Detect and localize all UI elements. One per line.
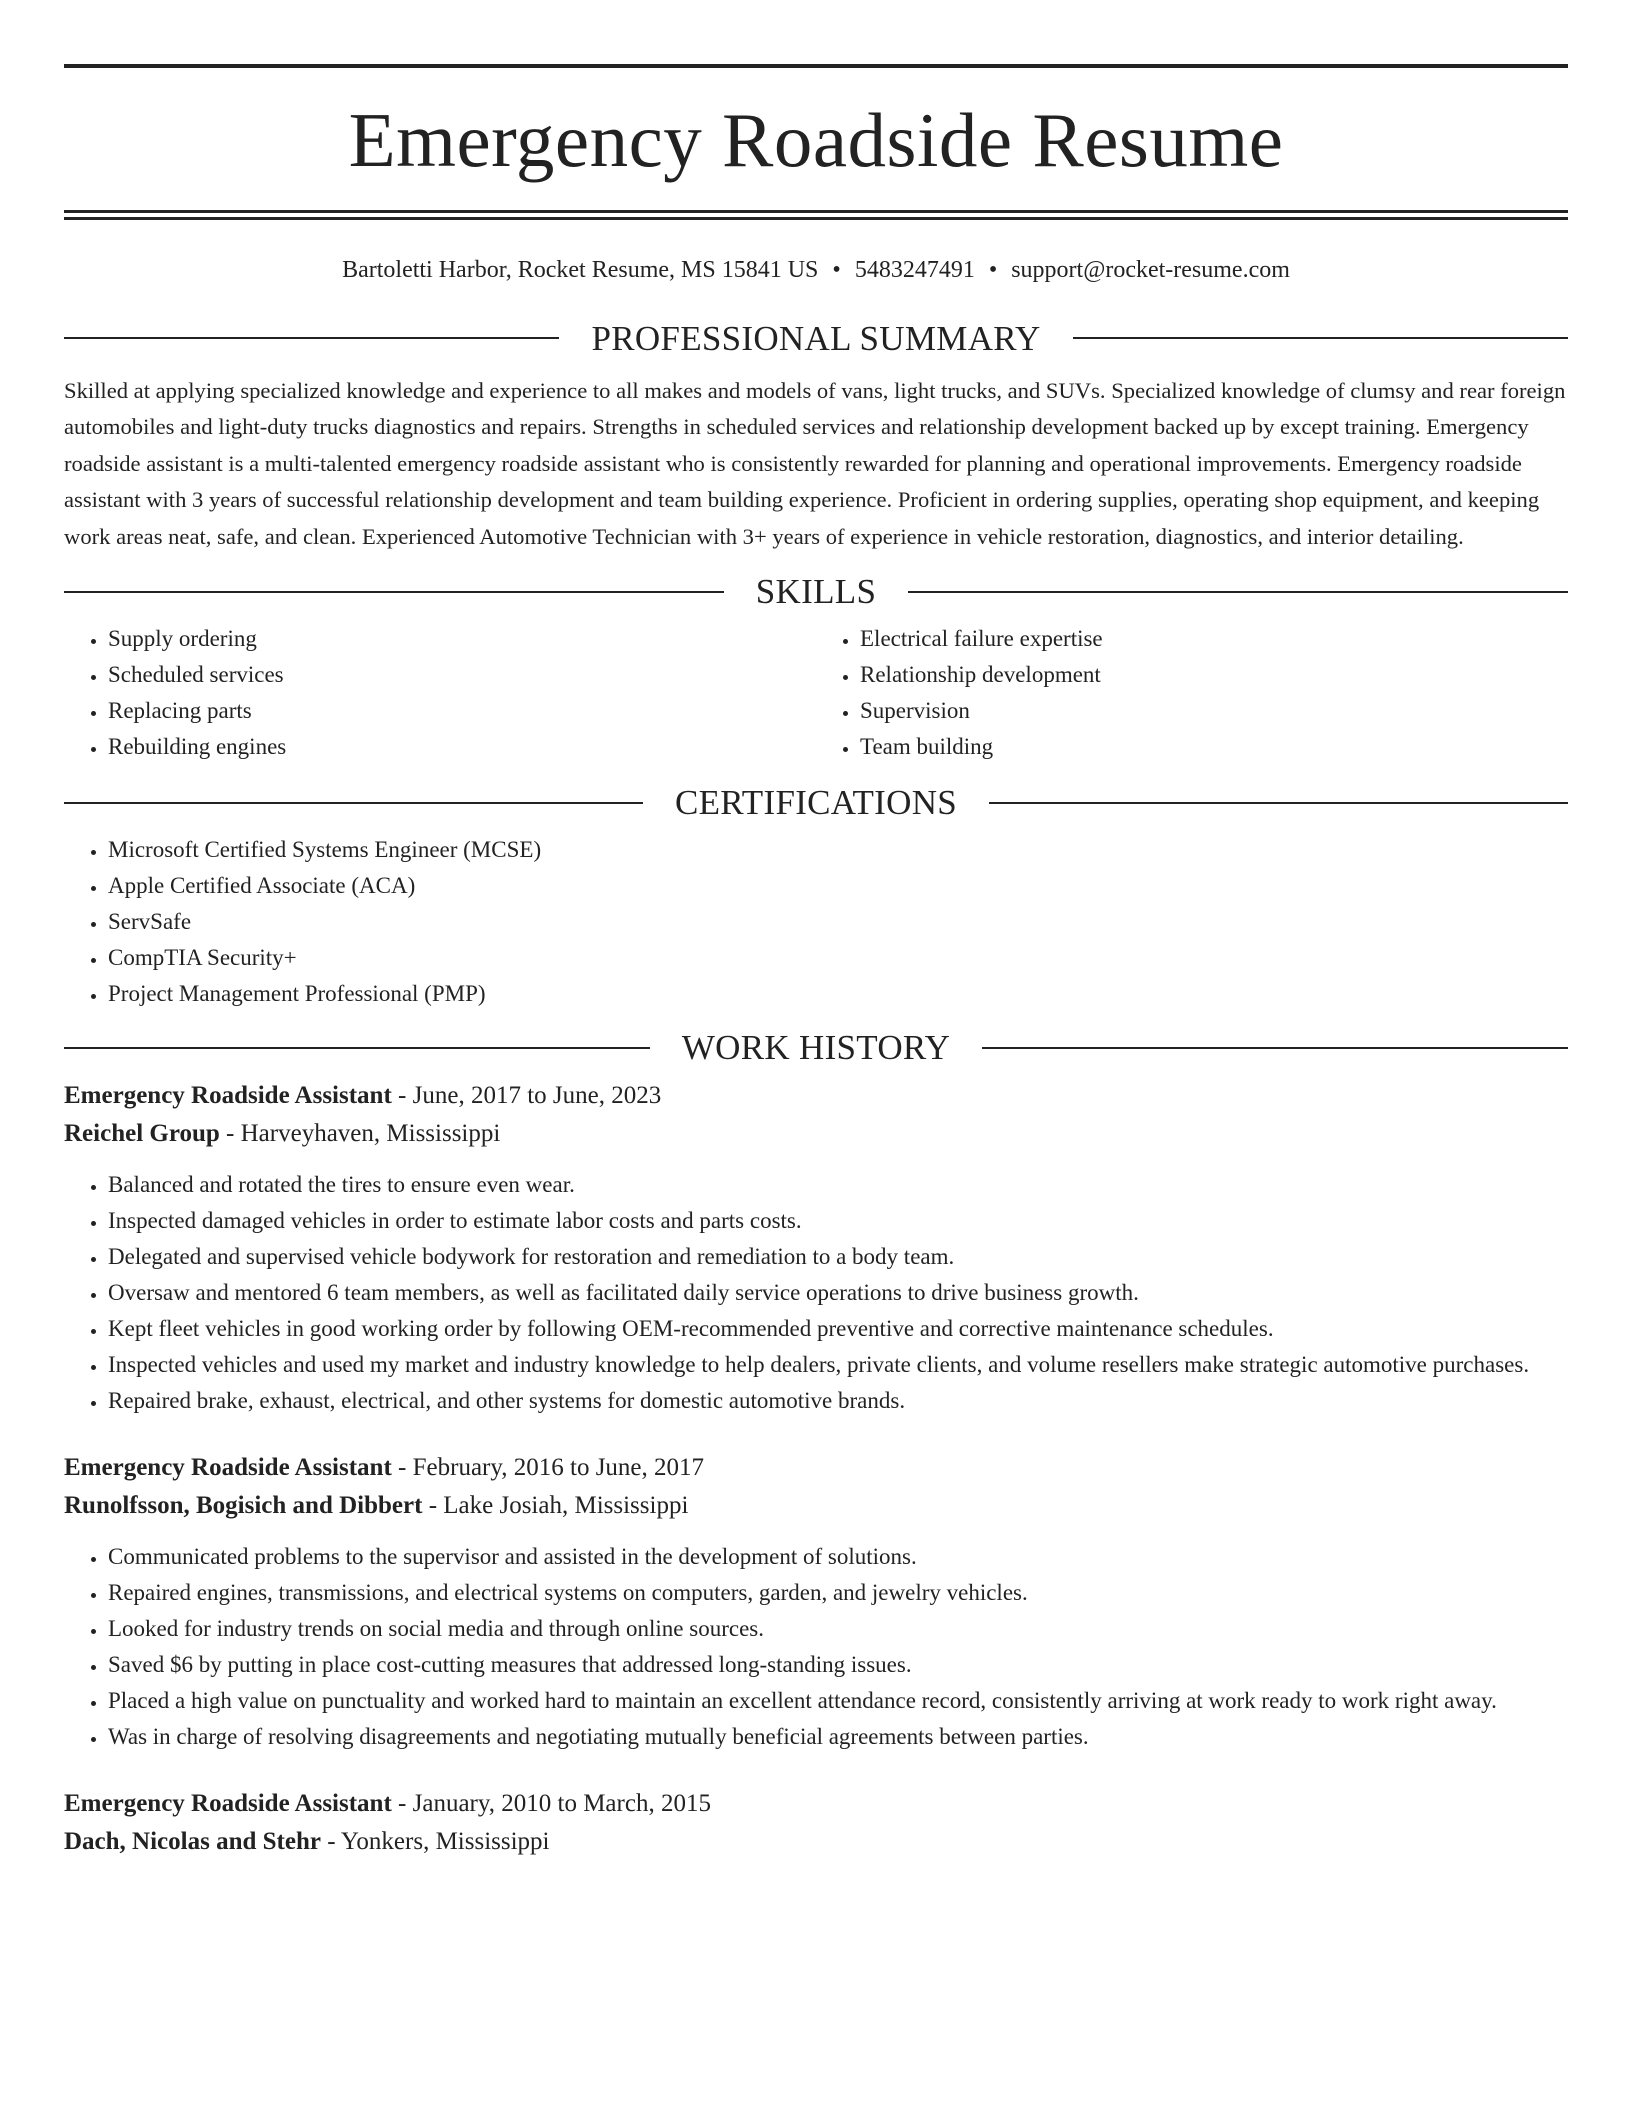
list-item: • ServSafe: [108, 904, 1568, 940]
title-double-rule: [64, 210, 1568, 220]
heading-rule-left: [64, 802, 643, 804]
list-item: • Inspected vehicles and used my market and industry knowledge to help dealers, private clients, and volume resellers make strategic automotive purchases.: [108, 1347, 1568, 1383]
contact-separator: •: [832, 257, 841, 283]
certifications-list: [64, 832, 1568, 1012]
contact-separator: •: [988, 257, 998, 283]
heading-rule-right: [908, 591, 1568, 593]
list-item: • Saved $6 by putting in place cost-cutting measures that addressed long-standing issues.: [108, 1647, 1568, 1683]
job-company: Reichel Group: [64, 1120, 220, 1148]
work-history-heading-label: WORK HISTORY: [681, 1028, 951, 1068]
list-item: • CompTIA Security+: [108, 940, 1568, 976]
list-item: • Apple Certified Associate (ACA): [108, 868, 1568, 904]
heading-rule-right: [982, 1047, 1568, 1049]
job-dates: January, 2010 to March, 2015: [412, 1790, 711, 1818]
job-entry: [64, 1449, 1568, 1755]
job-location: Lake Josiah, Mississippi: [443, 1492, 689, 1520]
list-item: • Placed a high value on punctuality and worked hard to maintain an excellent attendance record, consistently arriving at work ready to work right away.: [108, 1683, 1568, 1719]
job-location: Harveyhaven, Mississippi: [240, 1120, 501, 1148]
job-company: Runolfsson, Bogisich and Dibbert: [64, 1492, 423, 1520]
contact-phone: 5483247491: [854, 257, 975, 283]
list-item: • Project Management Professional (PMP): [108, 976, 1568, 1012]
job-company: Dach, Nicolas and Stehr: [64, 1828, 321, 1856]
document-title: Emergency Roadside Resume: [348, 97, 1284, 183]
heading-rule-left: [64, 1047, 650, 1049]
list-item: • Supply ordering: [108, 621, 816, 657]
list-item: • Replacing parts: [108, 693, 816, 729]
list-item: • Delegated and supervised vehicle bodywork for restoration and remediation to a body team.: [108, 1239, 1568, 1275]
list-item: • Scheduled services: [108, 657, 816, 693]
list-item: • Balanced and rotated the tires to ensure even wear.: [108, 1167, 1568, 1203]
summary-heading-label: PROFESSIONAL SUMMARY: [591, 318, 1041, 358]
job-bullet-list: [64, 1167, 1568, 1419]
job-title: Emergency Roadside Assistant: [64, 1454, 392, 1482]
contact-line: [64, 256, 1568, 285]
list-item: • Team building: [860, 729, 1568, 765]
list-item: • Rebuilding engines: [108, 729, 816, 765]
job-bullet-list: [64, 1539, 1568, 1755]
list-item: • Repaired brake, exhaust, electrical, and other systems for domestic automotive brands.: [108, 1383, 1568, 1419]
skills-section-heading: [64, 572, 1568, 612]
skills-list: [64, 621, 1568, 765]
list-item: • Was in charge of resolving disagreements and negotiating mutually beneficial agreements between parties.: [108, 1719, 1568, 1755]
list-item: • Inspected damaged vehicles in order to estimate labor costs and parts costs.: [108, 1203, 1568, 1239]
job-company-line: Reichel Group - Harveyhaven, Mississippi: [64, 1120, 501, 1148]
job-dates: June, 2017 to June, 2023: [412, 1082, 662, 1110]
list-item: • Microsoft Certified Systems Engineer (MCSE): [108, 832, 1568, 868]
job-dates: February, 2016 to June, 2017: [412, 1454, 705, 1482]
skills-column-left: [64, 621, 816, 765]
list-item: • Repaired engines, transmissions, and electrical systems on computers, garden, and jewelry vehicles.: [108, 1575, 1568, 1611]
list-item: • Electrical failure expertise: [860, 621, 1568, 657]
contact-address: Bartoletti Harbor, Rocket Resume, MS 15841 US: [342, 257, 819, 283]
summary-text: Skilled at applying specialized knowledge and experience to all makes and models of vans, light trucks, and SUVs. Specialized knowledge of clumsy and rear foreign automobiles and light-duty trucks diagnostics and repairs. Strengths in scheduled services and relationship development backed up by except training. Emergency roadside assistant is a multi-talented emergency roadside assistant who is consistently rewarded for planning and operational improvements. Emergency roadside assistant with 3 years of successful relationship development and team building experience. Proficient in ordering supplies, operating shop equipment, and keeping work areas neat, safe, and clean. Experienced Automotive Technician with 3+ years of experience in vehicle restoration, diagnostics, and interior detailing.: [64, 377, 1566, 549]
skills-heading-label: SKILLS: [755, 572, 877, 612]
job-company-line: Runolfsson, Bogisich and Dibbert - Lake Josiah, Mississippi: [64, 1492, 689, 1520]
job-title: Emergency Roadside Assistant: [64, 1790, 392, 1818]
job-title-line: Emergency Roadside Assistant - January, 2010 to March, 2015: [64, 1790, 711, 1818]
heading-rule-left: [64, 591, 724, 593]
skills-column-right: [816, 621, 1568, 765]
job-company-line: Dach, Nicolas and Stehr - Yonkers, Mississippi: [64, 1828, 550, 1856]
job-title-line: Emergency Roadside Assistant - June, 2017 to June, 2023: [64, 1082, 662, 1110]
job-location: Yonkers, Mississippi: [340, 1828, 550, 1856]
job-entry: [64, 1077, 1568, 1419]
list-item: • Communicated problems to the supervisor and assisted in the development of solutions.: [108, 1539, 1568, 1575]
list-item: • Oversaw and mentored 6 team members, as well as facilitated daily service operations to drive business growth.: [108, 1275, 1568, 1311]
list-item: • Supervision: [860, 693, 1568, 729]
certifications-section-heading: [64, 783, 1568, 823]
heading-rule-right: [989, 802, 1568, 804]
contact-email: support@rocket-resume.com: [1011, 257, 1290, 283]
job-title: Emergency Roadside Assistant: [64, 1082, 392, 1110]
list-item: • Kept fleet vehicles in good working order by following OEM-recommended preventive and corrective maintenance schedules.: [108, 1311, 1568, 1347]
heading-rule-left: [64, 337, 559, 339]
job-title-line: Emergency Roadside Assistant - February, 2016 to June, 2017: [64, 1454, 705, 1482]
certifications-heading-label: CERTIFICATIONS: [674, 783, 958, 823]
list-item: • Looked for industry trends on social media and through online sources.: [108, 1611, 1568, 1647]
heading-rule-right: [1073, 337, 1568, 339]
job-entry: [64, 1785, 1568, 1861]
top-rule: [64, 64, 1568, 68]
work-history-section-heading: [64, 1028, 1568, 1068]
list-item: • Relationship development: [860, 657, 1568, 693]
summary-section-heading: [64, 318, 1568, 358]
